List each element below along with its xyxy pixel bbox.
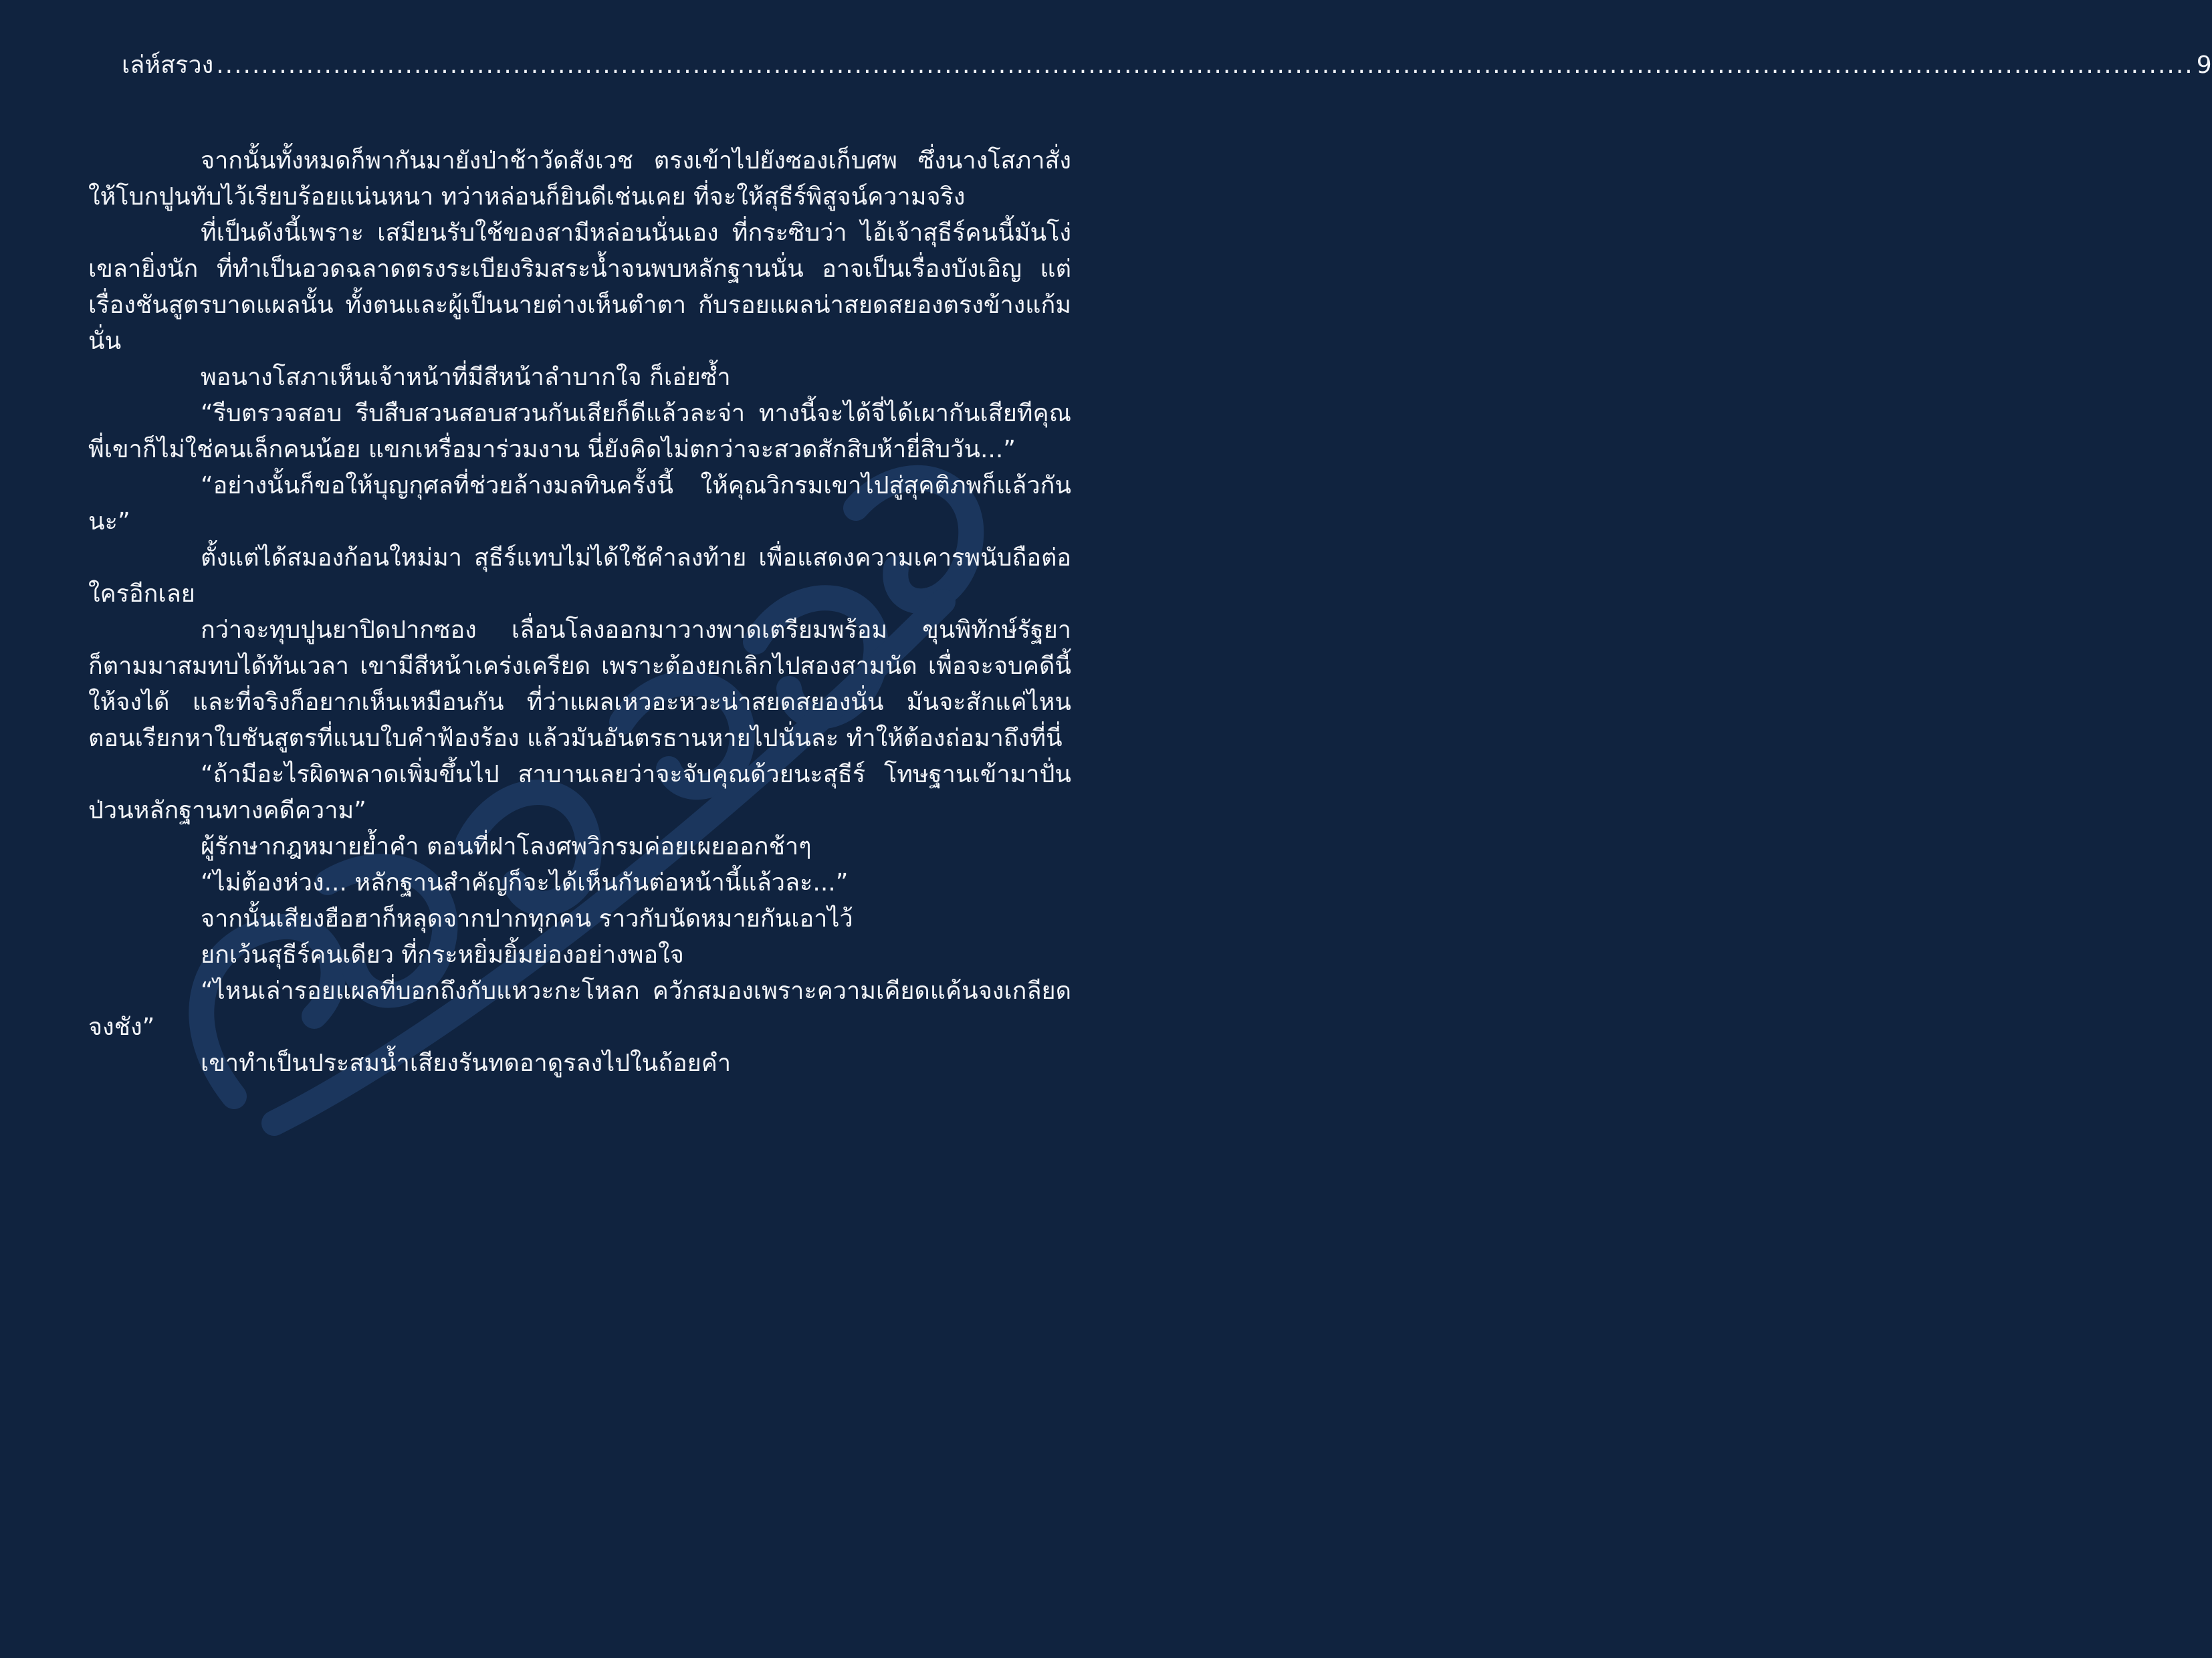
paragraph: จากนั้นเสียงฮือฮาก็หลุดจากปากทุกคน ราวกับนัดหมายกันเอาไว้ (201, 905, 853, 933)
paragraph: “รีบตรวจสอบ รีบสืบสวนสอบสวนกันเสียก็ดีแล้วละจ่า ทางนี้จะได้จี่ได้เผากันเสียทีคุณพี่เขาก็ไม่ใช่คนเล็กคนน้อย แขกเหรื่อมาร่วมงาน นี่ยังคิดไม่ตกว่าจะสวดสักสิบห้ายี่สิบวัน...” (88, 400, 1071, 463)
page-header (122, 47, 2212, 84)
body-text (88, 143, 1071, 1082)
paragraph: ที่เป็นดังนี้เพราะ เสมียนรับใช้ของสามีหล่อนนั่นเอง ที่กระซิบว่า ไอ้เจ้าสุธีร์คนนี้มันโง่เขลายิ่งนัก ที่ทำเป็นอวดฉลาดตรงระเบียงริมสระน้ำจนพบหลักฐานนั่น อาจเป็นเรื่องบังเอิญ แต่เรื่องชันสูตรบาดแผลนั้น ทั้งตนและผู้เป็นนายต่างเห็นตำตา กับรอยแผลน่าสยดสยองตรงข้างแก้มนั่น (88, 219, 1071, 355)
page-number: 9 (2196, 51, 2212, 79)
header-leader-dots: ............................................................................................................................................................................................................................ (216, 51, 2194, 79)
book-title: เล่ห์สรวง (122, 51, 214, 79)
paragraph: เขาทำเป็นประสมน้ำเสียงรันทดอาดูรลงไปในถ้อยคำ (201, 1050, 732, 1077)
paragraph: “อย่างนั้นก็ขอให้บุญกุศลที่ช่วยล้างมลทินครั้งนี้ ให้คุณวิกรมเขาไปสู่สุคติภพก็แล้วกันนะ” (88, 472, 1071, 536)
paragraph: จากนั้นทั้งหมดก็พากันมายังป่าช้าวัดสังเวช ตรงเข้าไปยังซองเก็บศพ ซึ่งนางโสภาสั่งให้โบกปูนทับไว้เรียบร้อยแน่นหนา ทว่าหล่อนก็ยินดีเช่นเคย ที่จะให้สุธีร์พิสูจน์ความจริง (88, 147, 1071, 211)
paragraph: ยกเว้นสุธีร์คนเดียว ที่กระหยิ่มยิ้มย่องอย่างพอใจ (201, 941, 684, 969)
paragraph: “ถ้ามีอะไรผิดพลาดเพิ่มขึ้นไป สาบานเลยว่าจะจับคุณด้วยนะสุธีร์ โทษฐานเข้ามาปั่นป่วนหลักฐานทางคดีความ” (88, 761, 1071, 824)
paragraph: ตั้งแต่ได้สมองก้อนใหม่มา สุธีร์แทบไม่ได้ใช้คำลงท้าย เพื่อแสดงความเคารพนับถือต่อใครอีกเลย (88, 544, 1071, 608)
paragraph: พอนางโสภาเห็นเจ้าหน้าที่มีสีหน้าลำบากใจ ก็เอ่ยซ้ำ (201, 364, 731, 391)
paragraph: “ไหนเล่ารอยแผลที่บอกถึงกับแหวะกะโหลก ควักสมองเพราะความเคียดแค้นจงเกลียดจงชัง” (88, 977, 1071, 1041)
paragraph: กว่าจะทุบปูนยาปิดปากซอง เลื่อนโลงออกมาวางพาดเตรียมพร้อม ขุนพิทักษ์รัฐยาก็ตามมาสมทบได้ทันเวลา เขามีสีหน้าเคร่งเครียด เพราะต้องยกเลิกไปสองสามนัด เพื่อจะจบคดีนี้ให้จงได้ และที่จริงก็อยากเห็นเหมือนกัน ที่ว่าแผลเหวอะหวะน่าสยดสยองนั่น มันจะสักแค่ไหน ตอนเรียกหาใบชันสูตรที่แนบใบคำฟ้องร้อง แล้วมันอันตรธานหายไปนั่นละ ทำให้ต้องถ่อมาถึงที่นี่ (88, 616, 1071, 752)
paragraph: “ไม่ต้องห่วง... หลักฐานสำคัญก็จะได้เห็นกันต่อหน้านี้แล้วละ...” (201, 869, 849, 897)
paragraph: ผู้รักษากฎหมายย้ำคำ ตอนที่ฝาโลงศพวิกรมค่อยเผยออกช้าๆ (201, 833, 812, 860)
